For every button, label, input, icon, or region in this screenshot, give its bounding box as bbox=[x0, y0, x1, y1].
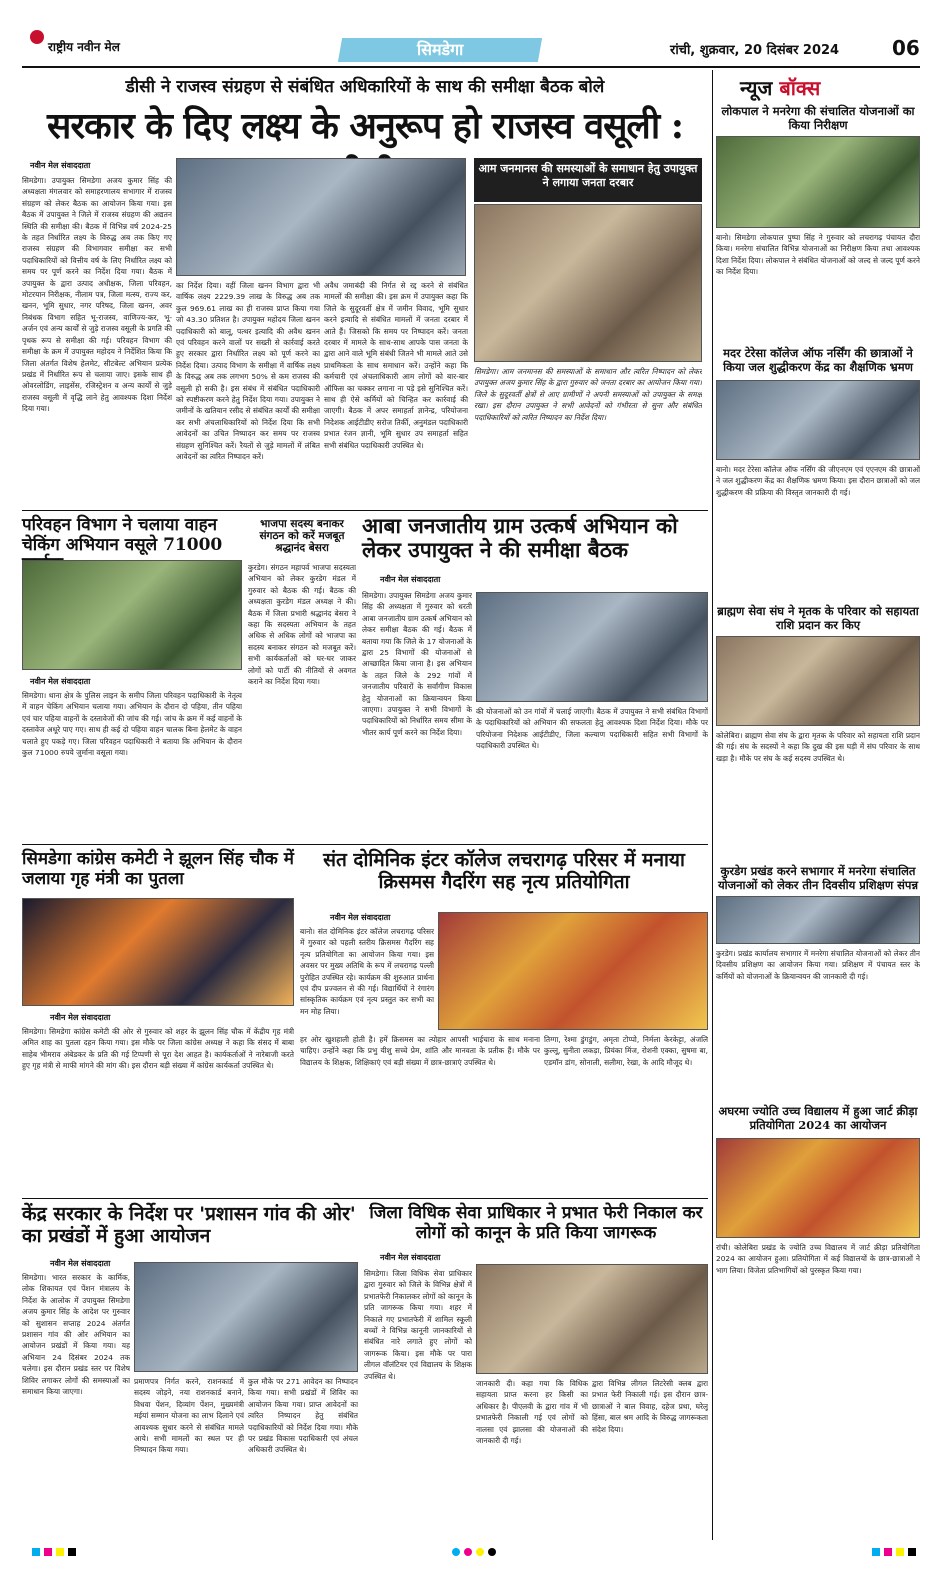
divider bbox=[22, 1198, 708, 1199]
newsbox-item-1-headline: लोकपाल ने मनरेगा की संचालित योजनाओं का किया निरीक्षण bbox=[721, 104, 915, 132]
page-number: 06 bbox=[892, 36, 920, 60]
lead-kicker: डीसी ने राजस्व संग्रहण से संबंधित अधिकारियों के साथ की समीक्षा बैठक बोले bbox=[125, 77, 605, 97]
dateline: रांची, शुक्रवार, 20 दिसंबर 2024 bbox=[670, 43, 840, 58]
yellow-dot bbox=[476, 1548, 484, 1556]
lead-byline: नवीन मेल संवाददाता bbox=[30, 161, 91, 170]
divider bbox=[22, 510, 708, 511]
sidebar-divider bbox=[712, 70, 713, 1540]
newsbox-title-1: न्यूज bbox=[740, 76, 773, 100]
parivahan-text: सिमडेगा। थाना क्षेत्र के पुलिस लाइन के समीप जिला परिवहन पदाधिकारी के नेतृत्व में वाहन चेकिंग अभियान चलाया गया। अभियान के दौरान दो पहिया, तीन पहिया एवं चार पहिया वाहनों के दस्तावेजों की जांच की गई। जांच के क्रम में कई वाहनों के दस्तावेज अधूरे पाए गए। साथ ही कई दो पहिया वाहन चालक बिना हेलमेट के वाहन चलाते हुए पकड़े गए। जिला परिवहन पदाधिकारी ने बताया कि अभियान के दौरान कुल 71000 रुपये जुर्माना वसूला गया। bbox=[22, 691, 242, 758]
cyan-swatch bbox=[32, 1548, 40, 1556]
lead-col-1: सिमडेगा। उपायुक्त सिमडेगा अजय कुमार सिंह की अध्यक्षता मंगलवार को समाहरणालय सभागार में राजस्व संग्रहण को लेकर बैठक का आयोजन किया गया। इस बैठक में उपायुक्त ने जिले में राजस्व संग्रहण की अद्यतन स्थिति की समीक्षा की। बैठक में विभिन्न वर्ष 2024-25 के तहत निर्धारित लक्ष्य के विरुद्ध अब तक किए गए राजस्व संग्रहण की विभागवार समीक्षा कर सभी पदाधिकारियों को वित्तीय वर्ष के लिए निर्धारित लक्ष्य को समय पर पूर्ण करने का निर्देश दिया गया। बैठक में उपायुक्त के द्वारा उत्पाद अधीक्षक, जिला परिवहन, मोटरयान निरीक्षक, नीलाम पत्र, जिला मत्स्य, राज्य कर, खनन, भूमि सुधार, नगर परिषद, जिला खनन, अवर निबंधक विभाग सहित भू-राजस्व, वाणिज्य-कर, भू-अर्जन एवं अन्य कार्यों से जुड़े राजस्व वसूली के प्रगति की पृथक रूप से समीक्षा की गई। परिवहन विभाग की समीक्षा के क्रम में उपायुक्त महोदय ने निर्देशित किया कि जिला अंतर्गत विशेष हेलमेट, सीटबेल्ट अभियान प्रत्येक प्रखंड में निर्धारित रूप से चलाया जाए। इसके साथ ही ओवरलोडिंग, लाइसेंस, रजिस्ट्रेशन व अन्य कार्यों से जुड़े राजस्व वसूली में वृद्धि लाने हेतु आवश्यक दिशा निर्देश दिया गया। bbox=[22, 176, 172, 414]
prashasan-text-3: कुल मौके पर 271 आवेदन का निष्पादन किया गया। सभी प्रखंडों में शिविर का आयोजन किया गया। प्राप्त आवेदनों का त्वरित निष्पादन हेतु संबंधित पदाधिकारियों को निर्देश दिया गया। मौके पर प्रखंड विकास पदाधिकारी एवं अंचल अधिकारी उपस्थित थे। bbox=[248, 1377, 358, 1455]
newsbox-item-3-photo bbox=[716, 636, 920, 726]
aaba-photo bbox=[476, 592, 708, 702]
lead-photo bbox=[176, 158, 466, 276]
christmas-text-2: हर ओर खुशहाली होती है। हमें क्रिसमस का त्योहार आपसी भाईचारा के साथ मनाना चाहिए। उन्होंने कहा कि प्रभु यीशु सच्चे प्रेम, शांति और मानवता के प्रतीक हैं। मौके पर विद्यालय के शिक्षक, शिक्षिकाएं एवं बड़ी संख्या में छात्र-छात्राएं उपस्थित थे। bbox=[300, 1035, 540, 1067]
magenta-swatch bbox=[44, 1548, 52, 1556]
lead-col-3: अवैध जमाबंदी की निर्गत से रद्द करने से संबंधित मामलों की समीक्षा की। इस क्रम में उपायुक्त कहा कि जिले के सुदूरवर्ती क्षेत्र में जमीन विवाद, भूमि सुधार करने इत्यादि से संबंधित मामलों में जनता दरबार में आते हैं। जिसको कि समय पर निष्पादन करें। जनता दरबार में मामले के साथ-साथ आपके पास जनता के द्वारा आने वाले भूमि संबंधी जितने भी मामले आते उसे प्राथमिकता के साथ समाधान करें। उन्होंने कहा कि कर्मचारी एवं अंचलाधिकारी आम लोगों को बार-बार ऑफिस का चक्कर लगाना ना पड़े इसे सुनिश्चित करें। साथ ही ऐसे कर्मियों को चिन्हित कर कार्रवाई की जाएगी। बैठक में अपर समाहर्ता ज्ञानेन्द्र, परियोजना निदेशक आईटीडीए सरोज तिर्की, अनुमंडल पदाधिकारी प्रभात रंजन ज्ञानी, भूमि सुधार उप समाहर्ता सहित सभी संबंधित पदाधिकारी उपस्थित थे। bbox=[324, 281, 468, 450]
prashasan-text-2: प्रमाणपत्र निर्गत करने, राशनकार्ड में सदस्य जोड़ने, नया राशनकार्ड बनाने, विधवा पेंशन, दिव्यांग पेंशन, मुख्यमंत्री मईयां सम्मान योजना का लाभ दिलाने एवं आवश्यक सुधार करने से संबंधित मामले आये। सभी मामलों का स्थल पर ही निष्पादन किया गया। bbox=[134, 1377, 244, 1455]
newsbox-item-4-photo bbox=[716, 896, 920, 944]
christmas-text: बानो। संत दोमिनिक इंटर कॉलेज लचरागढ़ परिसर में गुरुवार को पहली स्तरीय क्रिसमस गैदरिंग सह नृत्य प्रतियोगिता का आयोजन किया गया। इस अवसर पर मुख्य अतिथि के रूप में लचरागढ़ पल्ली पुरोहित उपस्थित रहे। कार्यक्रम की शुरुआत प्रार्थना एवं दीप प्रज्वलन से की गई। विद्यार्थियों ने रंगारंग सांस्कृतिक कार्यक्रम एवं नृत्य प्रस्तुत कर सभी का मन मोह लिया। bbox=[300, 927, 434, 1016]
section-text: सिमडेगा bbox=[416, 40, 464, 59]
aaba-text-2: की योजनाओं को उन गांवों में चलाई जाएगी। बैठक में उपायुक्त ने सभी संबंधित विभागों के पदाधिकारियों को अभियान की सफलता हेतु आवश्यक दिशा निर्देश दिया। मौके पर परियोजना निदेशक आईटीडीए, जिला कल्याण पदाधिकारी सहित सभी विभागों के पदाधिकारी उपस्थित थे। bbox=[476, 707, 708, 751]
newsbox-item-3-text: कोलेबिरा। ब्राह्मण सेवा संघ के द्वारा मृतक के परिवार को सहायता राशि प्रदान की गई। संघ के सदस्यों ने कहा कि दुख की इस घड़ी में संघ परिवार के साथ खड़ा है। मौके पर संघ के कई सदस्य उपस्थित थे। bbox=[716, 731, 920, 763]
prashasan-text: सिमडेगा। भारत सरकार के कार्मिक, लोक शिकायत एवं पेंशन मंत्रालय के निर्देश के आलोक में उपायुक्त सिमडेगा अजय कुमार सिंह के आदेश पर गुरुवार को सुशासन सप्ताह 2024 अंतर्गत प्रशासन गांव की ओर अभियान का आयोजन प्रखंडों में किया गया। यह अभियान 24 दिसंबर 2024 तक चलेगा। इस दौरान प्रखंड स्तर पर विशेष शिविर लगाकर लोगों की समस्याओं का समाधान किया जाएगा। bbox=[22, 1273, 130, 1397]
newsbox-item-5-text: रांची। कोलेबिरा प्रखंड के ज्योति उच्च विद्यालय में जार्ट क्रीड़ा प्रतियोगिता 2024 का आयोजन हुआ। प्रतियोगिता में कई विद्यालयों के छात्र-छात्राओं ने भाग लिया। विजेता प्रतिभागियों को पुरस्कृत किया गया। bbox=[716, 1243, 920, 1275]
prashasan-headline: केंद्र सरकार के निर्देश पर 'प्रशासन गांव की ओर' का प्रखंडों में हुआ आयोजन bbox=[22, 1203, 356, 1247]
congress-byline: नवीन मेल संवाददाता bbox=[50, 1013, 111, 1022]
newsbox-item-2-headline: मदर टेरेसा कॉलेज ऑफ नर्सिंग की छात्राओं ने किया जल शुद्धीकरण केंद्र का शैक्षणिक भ्रमण bbox=[723, 346, 913, 374]
vidhik-text: सिमडेगा। जिला विधिक सेवा प्राधिकार द्वारा गुरुवार को जिले के विभिन्न क्षेत्रों में प्रभातफेरी निकालकर लोगों को कानून के प्रति जागरूक किया गया। शहर में निकाले गए प्रभातफेरी में शामिल स्कूली बच्चों ने विभिन्न कानूनी जानकारियों से संबंधित नारे लगाते हुए लोगों को जागरूक किया। इस मौके पर पारा लीगल वॉलंटियर एवं विद्यालय के शिक्षक उपस्थित थे। bbox=[364, 1269, 472, 1381]
newsbox-item-1-photo bbox=[716, 136, 920, 228]
janata-darbar-text: सिमडेगा। आम जनमानस की समस्याओं के समाधान और त्वरित निष्पादन को लेकर उपायुक्त अजय कुमार सिंह के द्वारा गुरुवार को जनता दरबार का आयोजन किया गया। जिले के सुदूरवर्ती क्षेत्रों से आए ग्रामीणों ने अपनी समस्याओं को उपायुक्त के समक्ष रखा। इस दौरान उपायुक्त ने सभी आवेदनों को गंभीरता से सुना और संबंधित पदाधिकारियों को त्वरित निष्पादन का निर्देश दिया। bbox=[474, 367, 702, 422]
vidhik-text-3: द्वारा विभिन्न लीगल लिटरेसी क्लब द्वारा प्रभात फेरी निकाली गई। इस दौरान छात्र-छात्राओं ने बाल विवाह, दहेज प्रथा, घरेलू हिंसा, बाल श्रम आदि के विरुद्ध जागरूकता संदेश दिया। bbox=[592, 1379, 708, 1434]
vidhik-headline: जिला विधिक सेवा प्राधिकार ने प्रभात फेरी निकाल कर लोगों को कानून के प्रति किया जागरूक bbox=[369, 1203, 703, 1243]
congress-headline: सिमडेगा कांग्रेस कमेटी ने झूलन सिंह चौक में जलाया गृह मंत्री का पुतला bbox=[22, 849, 294, 889]
divider bbox=[22, 844, 708, 845]
christmas-byline: नवीन मेल संवाददाता bbox=[330, 913, 391, 922]
magenta-swatch bbox=[884, 1548, 892, 1556]
newsbox-item-4-text: कुरडेग। प्रखंड कार्यालय सभागार में मनरेगा संचालित योजनाओं को लेकर तीन दिवसीय प्रशिक्षण का आयोजन किया गया। प्रशिक्षण में पंचायत स्तर के कर्मियों को योजनाओं के क्रियान्वयन की जानकारी दी गई। bbox=[716, 949, 920, 981]
black-swatch bbox=[908, 1548, 916, 1556]
janata-darbar-title: आम जनमानस की समस्याओं के समाधान हेतु उपायुक्त ने लगाया जनता दरबार bbox=[474, 158, 702, 202]
newsbox-item-5-headline: अघरमा ज्योति उच्च विद्यालय में हुआ जार्ट क्रीड़ा प्रतियोगिता 2024 का आयोजन bbox=[718, 1104, 918, 1132]
aaba-text: सिमडेगा। उपायुक्त सिमडेगा अजय कुमार सिंह की अध्यक्षता में गुरुवार को धरती आबा जनजातीय ग्राम उत्कर्ष अभियान को लेकर समीक्षा बैठक की गई। बैठक में बताया गया कि जिले के 17 योजनाओं के द्वारा 25 विभागों की योजनाओं से आच्छादित किया जाना है। इस अभियान के तहत जिले के 292 गांवों में जनजातीय परिवारों के सर्वांगीण विकास हेतु योजनाओं का क्रियान्वयन किया जाएगा। उपायुक्त ने सभी विभागों के पदाधिकारियों को निर्धारित समय सीमा के भीतर कार्य पूर्ण करने का निर्देश दिया। bbox=[362, 591, 472, 737]
yellow-swatch bbox=[896, 1548, 904, 1556]
magenta-dot bbox=[464, 1548, 472, 1556]
black-swatch bbox=[68, 1548, 76, 1556]
paper-logo bbox=[30, 30, 44, 44]
lead-col-2: का निर्देश दिया। वहीं जिला खनन विभाग द्वारा भी वार्षिक लक्ष्य 2229.39 लाख के विरुद्ध अब तक कुल 969.61 लाख का ही राजस्व प्राप्त किया गया जो 43.30 प्रतिशत है। उपायुक्त महोदय जिला खनन पदाधिकारी को बालू, पत्थर इत्यादि की अवैध खनन एवं परिवहन करने वालों पर सख्ती से कार्रवाई करते हुए सरकार द्वारा निर्धारित लक्ष्य को पूर्ण करने का निर्देश दिया। उत्पाद विभाग के समीक्षा में वार्षिक लक्ष्य के विरुद्ध अब तक लगभग 50% से कम राजस्व की वसूली हो सकी है। इस संबंध में संबंधित पदाधिकारी को स्पष्टीकरण करने हेतु निर्देश दिया गया। उपायुक्त ने जमीनों के खतियान रसीद से संबंधित कार्यों की समीक्षा कर सभी अंचलाधिकारियों को निर्देश दिया कि सभी आवेदनों का उचित निष्पादन कर समय पर राजस्व संग्रहण सुनिश्चित करें। रैयतों से जुड़े मामलों में लंबित आवेदनों का त्वरित निष्पादन करें। bbox=[176, 281, 320, 462]
aaba-headline: आबा जनजातीय ग्राम उत्कर्ष अभियान को लेकर उपायुक्त ने की समीक्षा बैठक bbox=[362, 513, 678, 563]
newsbox-item-2-photo bbox=[716, 380, 920, 460]
paper-name: राष्ट्रीय नवीन मेल bbox=[48, 40, 120, 54]
masthead-rule bbox=[22, 66, 920, 68]
prashasan-byline: नवीन मेल संवाददाता bbox=[50, 1259, 111, 1268]
black-dot bbox=[488, 1548, 496, 1556]
congress-photo bbox=[22, 898, 294, 1006]
section-label bbox=[338, 38, 542, 62]
bhajpa-headline: भाजपा सदस्य बनाकर संगठन को करें मजबूत श्रद्धानंद बेसरा bbox=[259, 518, 345, 555]
newsbox-title-2: बॉक्स bbox=[779, 76, 821, 100]
christmas-headline: संत दोमिनिक इंटर कॉलेज लचरागढ़ परिसर में मनाया क्रिसमस गैदरिंग सह नृत्य प्रतियोगिता bbox=[323, 849, 685, 893]
christmas-text-3: तिग्गा, रेश्मा डुंगडुंग, अमृता टोप्पो, निर्मला केरकेट्टा, अंजलि कुल्लू, सुनीता लकड़ा, प्रियंका मिंज, रोशनी एक्का, सुषमा बा, एडमॉन डांग, सोनाली, सलीमा, रेखा, के आदि मौजूद थे। bbox=[544, 1035, 708, 1067]
christmas-photo bbox=[438, 912, 708, 1030]
parivahan-headline: परिवहन विभाग ने चलाया वाहन चेकिंग अभियान वसूले 71000 bbox=[22, 515, 223, 555]
print-color-bar bbox=[22, 1548, 920, 1560]
parivahan-byline: नवीन मेल संवाददाता bbox=[30, 677, 91, 686]
janata-darbar-photo bbox=[474, 204, 702, 362]
vidhik-photo bbox=[476, 1264, 708, 1374]
newsbox-item-5-photo bbox=[716, 1138, 920, 1238]
lead-headline: सरकार के दिए लक्ष्य के अनुरूप हो राजस्व वसूली : bbox=[46, 105, 683, 147]
newsbox-item-1-text: बानो। सिमडेगा लोकपाल पुष्पा सिंह ने गुरुवार को लचरागढ़ पंचायत दौरा किया। मनरेगा संचालित विभिन्न योजनाओं का निरीक्षण किया तथा आवश्यक दिशा निर्देश दिया। लोकपाल ने संबंधित योजनाओं को जल्द से जल्द पूर्ण करने का निर्देश दिया। bbox=[716, 233, 920, 277]
newsbox-item-4-headline: कुरडेग प्रखंड करने सभागार में मनरेगा संचालित योजनाओं को लेकर तीन दिवसीय प्रशिक्षण संपन्न bbox=[717, 864, 919, 892]
parivahan-photo bbox=[22, 560, 242, 670]
bhajpa-text: कुरडेग। संगठन महापर्व भाजपा सदस्यता अभियान को लेकर कुरडेग मंडल में गुरुवार को बैठक की गई। बैठक की अध्यक्षता कुरडेग मंडल अध्यक्ष ने की। बैठक में जिला प्रभारी श्रद्धानंद बेसरा ने कहा कि सदस्यता अभियान के तहत अधिक से अधिक लोगों को भाजपा का सदस्य बनाकर संगठन को मजबूत करें। सभी कार्यकर्ताओं को घर-घर जाकर लोगों को पार्टी की नीतियों से अवगत कराने का निर्देश दिया गया। bbox=[248, 563, 356, 687]
newsbox-title bbox=[740, 74, 820, 101]
yellow-swatch bbox=[56, 1548, 64, 1556]
vidhik-text-2: जानकारी दी। कहा गया कि विधिक सहायता प्राप्त करना हर किसी का अधिकार है। पीएलवी के द्वारा गांव में भी प्रभातफेरी निकाली गई एवं लोगों को नालसा एवं झालसा की योजनाओं की जानकारी दी गई। bbox=[476, 1379, 588, 1446]
prashasan-photo bbox=[134, 1262, 358, 1372]
cyan-swatch bbox=[872, 1548, 880, 1556]
vidhik-byline: नवीन मेल संवाददाता bbox=[380, 1253, 441, 1262]
aaba-byline: नवीन मेल संवाददाता bbox=[380, 575, 441, 584]
newsbox-item-2-text: बानो। मदर टेरेसा कॉलेज ऑफ नर्सिंग की जीएनएम एवं एएनएम की छात्राओं ने जल शुद्धीकरण केंद्र का शैक्षणिक भ्रमण किया। इस दौरान छात्राओं को जल शुद्धीकरण की प्रक्रिया की विस्तृत जानकारी दी गई। bbox=[716, 465, 920, 497]
newsbox-item-3-headline: ब्राह्मण सेवा संघ ने मृतक के परिवार को सहायता राशि प्रदान कर किए bbox=[717, 604, 919, 632]
cyan-dot bbox=[452, 1548, 460, 1556]
congress-text: सिमडेगा। सिमडेगा कांग्रेस कमेटी की ओर से गुरुवार को शहर के झूलन सिंह चौक में केंद्रीय गृह मंत्री अमित शाह का पुतला दहन किया गया। इस मौके पर जिला कांग्रेस अध्यक्ष ने कहा कि संसद में बाबा साहेब भीमराव अंबेडकर के प्रति की गई टिप्पणी से पूरा देश आहत है। कार्यकर्ताओं ने नारेबाजी करते हुए गृह मंत्री से माफी मांगने की मांग की। इस दौरान बड़ी संख्या में कांग्रेस कार्यकर्ता उपस्थित थे। bbox=[22, 1027, 294, 1071]
